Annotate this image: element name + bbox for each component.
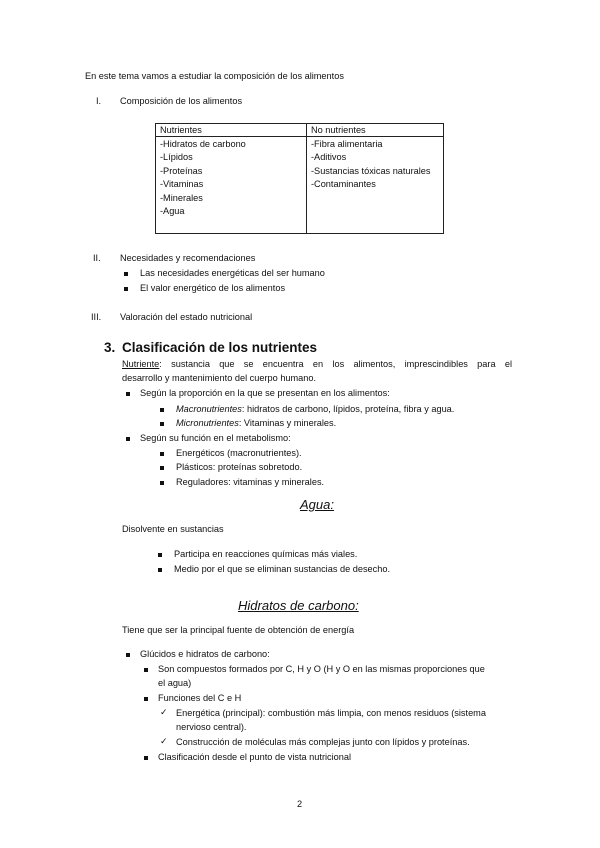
list-item: -Lípidos <box>160 152 193 163</box>
table-header-nutrientes: Nutrientes <box>156 124 307 137</box>
list-item: Energética (principal): combustión más limpia, con menos residuos (sistema <box>176 708 486 718</box>
checkmark-icon: ✓ <box>160 736 168 746</box>
heading-hidratos: Hidratos de carbono: <box>238 598 359 613</box>
list-item-macro <box>176 404 454 414</box>
list-item: Clasificación desde el punto de vista nutricional <box>158 752 352 762</box>
list-item: -Fibra alimentaria <box>311 139 383 149</box>
list-item: Según la proporción en la que se presentan en los alimentos: <box>140 388 390 398</box>
square-bullet-icon <box>160 452 164 456</box>
list-item: Glúcidos e hidratos de carbono: <box>140 649 270 659</box>
intro-text: En este tema vamos a estudiar la composición de los alimentos <box>85 71 344 81</box>
section-1-numeral: I. <box>96 96 102 106</box>
list-item: Participa en reacciones químicas más viales. <box>174 549 358 559</box>
list-item: -Minerales <box>160 192 203 203</box>
section-2-title: Necesidades y recomendaciones <box>120 253 256 263</box>
square-bullet-icon <box>160 422 164 426</box>
square-bullet-icon <box>126 437 130 441</box>
heading-number: 3. <box>104 340 116 355</box>
list-item: -Aditivos <box>311 152 347 163</box>
list-item: El valor energético de los alimentos <box>140 283 286 293</box>
list-item: Construcción de moléculas más complejas junto con lípidos y proteínas. <box>176 737 470 747</box>
list-item: Plásticos: proteínas sobretodo. <box>176 462 303 472</box>
list-item-micro <box>176 418 336 428</box>
agua-subtitle: Disolvente en sustancias <box>122 524 224 534</box>
table-row <box>156 137 444 234</box>
square-bullet-icon <box>158 553 162 557</box>
square-bullet-icon <box>144 756 148 760</box>
list-item: Reguladores: vitaminas y minerales. <box>176 477 325 487</box>
square-bullet-icon <box>144 697 148 701</box>
list-item: -Hidratos de carbono <box>160 139 246 149</box>
square-bullet-icon <box>160 408 164 412</box>
list-item: -Agua <box>160 206 185 217</box>
square-bullet-icon <box>126 392 130 396</box>
section-3-title: Valoración del estado nutricional <box>120 312 253 322</box>
table-header-no-nutrientes: No nutrientes <box>307 124 444 137</box>
micro-text: : Vitaminas y minerales. <box>238 418 337 428</box>
square-bullet-icon <box>144 668 148 672</box>
table-cell-no-nutrientes <box>307 137 444 234</box>
list-item: -Sustancias tóxicas naturales <box>311 165 431 176</box>
macro-text: : hidratos de carbono, lípidos, proteína, fibra y agua. <box>241 404 455 414</box>
hidratos-subtitle: Tiene que ser la principal fuente de obtención de energía <box>122 625 355 635</box>
nutrients-table <box>155 123 444 234</box>
heading-clasificacion: Clasificación de los nutrientes <box>122 340 318 355</box>
square-bullet-icon <box>124 287 128 291</box>
section-3-numeral: III. <box>91 312 102 322</box>
definition-line-2: desarrollo y mantenimiento del cuerpo humano. <box>122 373 317 383</box>
square-bullet-icon <box>126 653 130 657</box>
list-item: -Vitaminas <box>160 179 204 190</box>
list-item-continuation: el agua) <box>158 678 192 688</box>
page-number: 2 <box>297 799 303 809</box>
table-cell-nutrientes <box>156 137 307 234</box>
term-micronutrientes: Micronutrientes <box>176 418 239 428</box>
list-item-continuation: nervioso central). <box>176 722 247 732</box>
square-bullet-icon <box>158 568 162 572</box>
list-item: Energéticos (macronutrientes). <box>176 448 302 458</box>
heading-agua: Agua: <box>300 497 334 512</box>
table-header-row <box>156 124 444 137</box>
square-bullet-icon <box>160 466 164 470</box>
term-macronutrientes: Macronutrientes <box>176 404 242 414</box>
list-item: -Contaminantes <box>311 179 376 190</box>
square-bullet-icon <box>124 272 128 276</box>
definition-text: : sustancia que se encuentra en los alimentos, imprescindibles para el <box>159 359 512 369</box>
list-item: -Proteínas <box>160 165 203 176</box>
square-bullet-icon <box>160 481 164 485</box>
checkmark-icon: ✓ <box>160 707 168 717</box>
list-item: Medio por el que se eliminan sustancias de desecho. <box>174 564 391 574</box>
list-item: Son compuestos formados por C, H y O (H y O en las mismas proporciones que <box>158 664 485 674</box>
section-1-title: Composición de los alimentos <box>120 96 243 106</box>
definition-line-1 <box>122 359 512 369</box>
term-nutriente: Nutriente <box>122 359 160 369</box>
list-item: Las necesidades energéticas del ser humano <box>140 268 325 278</box>
list-item: Según su función en el metabolismo: <box>140 433 291 443</box>
list-item: Funciones del C e H <box>158 693 242 703</box>
section-2-numeral: II. <box>93 253 101 263</box>
